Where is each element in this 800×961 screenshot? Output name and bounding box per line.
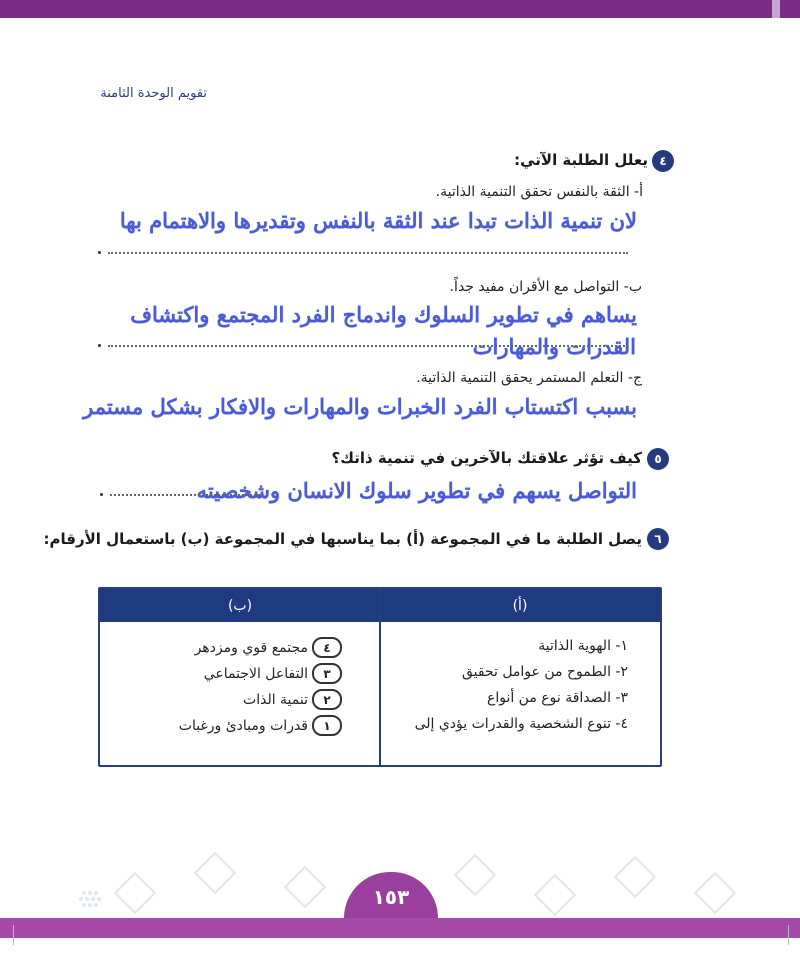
decorative-diamond — [194, 852, 236, 894]
footer-margin — [0, 938, 800, 961]
column-b-header: (ب) — [227, 597, 253, 614]
list-item-text: التفاعل الاجتماعي — [203, 665, 308, 682]
answer-number-oval: ٣ — [312, 663, 342, 684]
question-5-answer: التواصل يسهم في تطوير سلوك الانسان وشخصيته — [196, 478, 637, 503]
list-item-text: تنمية الذات — [243, 691, 308, 708]
decorative-diamond — [114, 872, 156, 914]
list-item: ٢- الطموح من عوامل تحقيق — [461, 664, 628, 680]
unit-title: تقويم الوحدة الثامنة — [100, 86, 207, 101]
line-end-dot — [98, 344, 101, 347]
list-item — [243, 689, 342, 710]
list-item: ٣- الصداقة نوع من أنواع — [486, 690, 628, 706]
list-item — [179, 715, 342, 736]
top-bar — [0, 0, 800, 18]
question-number-4: ٤ — [652, 150, 674, 172]
decorative-diamond — [454, 854, 496, 896]
crop-mark — [13, 925, 14, 945]
list-item: ١- الهوية الذاتية — [538, 638, 628, 654]
column-divider — [379, 589, 381, 765]
question-4a-answer: لان تنمية الذات تبدا عند الثقة بالنفس وتقديرها والاهتمام بها — [119, 208, 637, 233]
question-6-prompt: يصل الطلبة ما في المجموعة (أ) بما يناسبها في المجموعة (ب) باستعمال الأرقام: — [43, 530, 642, 548]
decorative-diamond — [694, 872, 736, 914]
list-item-text: قدرات ومبادئ ورغبات — [178, 717, 308, 734]
column-a-header: (أ) — [512, 597, 528, 614]
list-item-text: مجتمع قوي ومزدهر — [194, 639, 308, 656]
list-item: ٤- تنوع الشخصية والقدرات يؤدي إلى — [414, 716, 628, 732]
question-4a-text: أ- الثقة بالنفس تحقق التنمية الذاتية. — [435, 184, 643, 200]
decorative-diamond — [284, 866, 326, 908]
question-4c-answer: بسبب اكتستاب الفرد الخبرات والمهارات والافكار بشكل مستمر — [83, 394, 637, 419]
answer-number-oval: ١ — [312, 715, 342, 736]
answer-number-oval: ٢ — [312, 689, 342, 710]
matching-table — [98, 587, 662, 767]
line-end-dot — [98, 251, 101, 254]
answer-line — [108, 252, 628, 254]
top-bar-accent — [772, 0, 780, 18]
list-item — [204, 663, 342, 684]
answer-line — [110, 494, 260, 496]
question-4b-text: ب- التواصل مع الأقران مفيد جداً. — [449, 279, 642, 295]
footer-band — [0, 918, 800, 938]
answer-number-oval: ٤ — [312, 637, 342, 658]
page-number: ١٥٣ — [344, 872, 438, 918]
ministry-logo — [24, 887, 118, 917]
question-5-prompt: كيف تؤثر علاقتك بالآخرين في تنمية ذاتك؟ — [331, 449, 642, 467]
list-item — [195, 637, 342, 658]
decorative-diamond — [534, 874, 576, 916]
question-4-prompt: يعلل الطلبة الآتي: — [514, 151, 648, 169]
answer-line — [108, 345, 628, 347]
crop-mark — [788, 925, 789, 945]
question-4b-answer-line2: القدرات والمهارات — [472, 334, 636, 359]
question-number-6: ٦ — [647, 528, 669, 550]
question-number-5: ٥ — [647, 448, 669, 470]
question-4b-answer-line1: يساهم في تطوير السلوك واندماج الفرد المجتمع واكتشاف — [130, 302, 637, 327]
question-4c-text: ج- التعلم المستمر يحقق التنمية الذاتية. — [416, 370, 642, 386]
line-end-dot — [100, 493, 103, 496]
decorative-diamond — [614, 856, 656, 898]
